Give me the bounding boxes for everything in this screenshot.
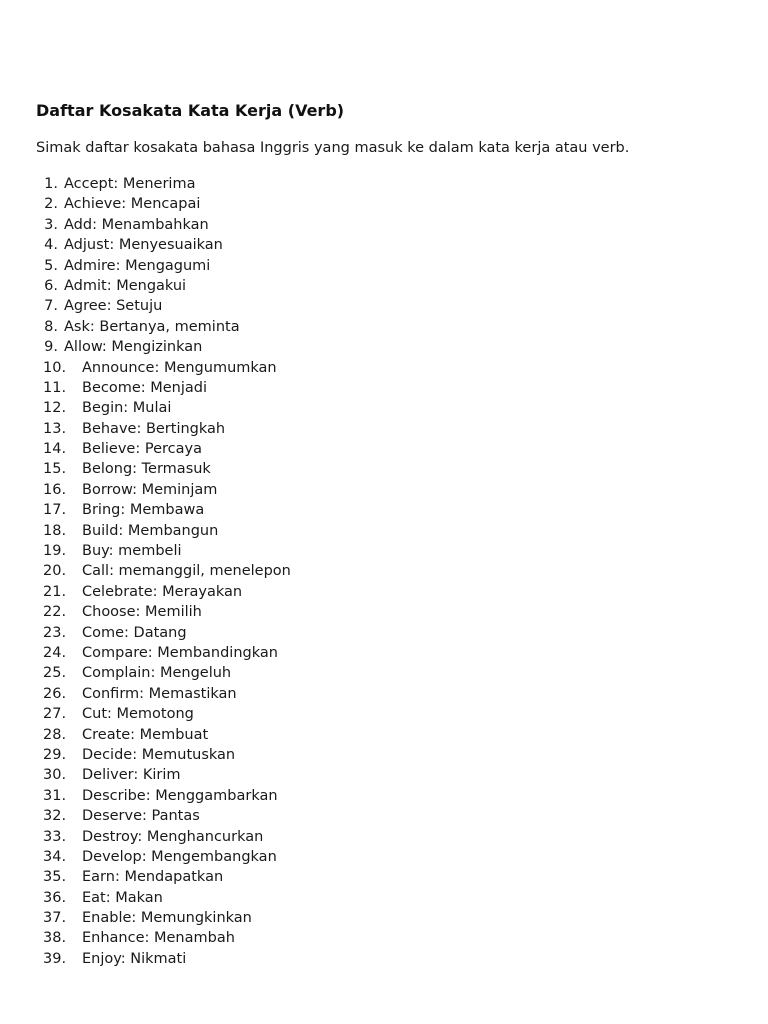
list-item-text: Become: Menjadi (82, 379, 208, 396)
list-item-number: 6. (44, 277, 58, 294)
list-item-text: Destroy: Menghancurkan (82, 828, 264, 845)
list-item-number: 23. (43, 624, 67, 641)
list-item (36, 745, 736, 765)
list-item-number: 3. (44, 216, 58, 233)
list-item-text: Believe: Percaya (82, 441, 202, 458)
list-item-text: Develop: Mengembangkan (82, 848, 277, 865)
list-item (36, 398, 736, 418)
list-item-number: 36. (43, 889, 67, 906)
list-item (36, 500, 736, 520)
list-item (36, 337, 736, 357)
list-item-number: 28. (43, 726, 67, 743)
list-item (36, 480, 736, 500)
list-item-number: 11. (43, 379, 67, 396)
list-item (36, 949, 736, 969)
list-item (36, 847, 736, 867)
list-item-number: 22. (43, 604, 67, 621)
list-item-text: Call: memanggil, menelepon (82, 563, 291, 580)
list-item-number: 25. (43, 665, 67, 682)
list-item-text: Ask: Bertanya, meminta (64, 318, 240, 335)
list-item-number: 33. (43, 828, 67, 845)
list-item-text: Admit: Mengakui (64, 277, 187, 294)
list-item-text: Decide: Memutuskan (82, 746, 236, 763)
list-item (36, 806, 736, 826)
list-item-number: 34. (43, 848, 67, 865)
list-item-number: 18. (43, 522, 67, 539)
list-item-text: Buy: membeli (82, 543, 182, 560)
list-item (36, 867, 736, 887)
document-page (36, 100, 736, 969)
list-item (36, 623, 736, 643)
list-item (36, 561, 736, 581)
document-title: Daftar Kosakata Kata Kerja (Verb) (36, 101, 345, 120)
list-item-text: Complain: Mengeluh (82, 665, 232, 682)
list-item (36, 194, 736, 214)
list-item-number: 15. (43, 461, 67, 478)
list-item (36, 317, 736, 337)
list-item-text: Adjust: Menyesuaikan (64, 237, 223, 254)
list-item-number: 32. (43, 808, 67, 825)
list-item (36, 684, 736, 704)
list-item (36, 765, 736, 785)
list-item-number: 8. (44, 318, 58, 335)
list-item (36, 643, 736, 663)
list-item (36, 215, 736, 235)
list-item-text: Eat: Makan (82, 889, 163, 906)
list-item (36, 602, 736, 622)
list-item-text: Deliver: Kirim (82, 767, 181, 784)
list-item-number: 14. (43, 441, 67, 458)
list-item-number: 38. (43, 930, 67, 947)
list-item-number: 17. (43, 502, 67, 519)
list-item-text: Build: Membangun (82, 522, 219, 539)
list-item (36, 459, 736, 479)
list-item (36, 928, 736, 948)
list-item-number: 1. (44, 176, 58, 192)
list-item-number: 7. (44, 298, 58, 315)
list-item-text: Describe: Menggambarkan (82, 787, 278, 804)
list-item (36, 663, 736, 683)
list-item-text: Achieve: Mencapai (64, 196, 201, 213)
list-item-text: Admire: Mengagumi (64, 257, 211, 274)
list-item (36, 378, 736, 398)
list-item-number: 21. (43, 583, 67, 600)
list-item-number: 12. (43, 400, 67, 417)
list-item-text: Celebrate: Merayakan (82, 583, 243, 600)
list-item (36, 419, 736, 439)
list-item-number: 30. (43, 767, 67, 784)
list-item (36, 256, 736, 276)
list-item (36, 235, 736, 255)
list-item-number: 37. (43, 910, 67, 927)
list-item-text: Belong: Termasuk (82, 461, 211, 478)
list-item-text: Borrow: Meminjam (82, 481, 218, 498)
list-item (36, 439, 736, 459)
list-item (36, 908, 736, 928)
list-item-text: Allow: Mengizinkan (64, 339, 203, 356)
list-item-text: Begin: Mulai (82, 400, 172, 417)
list-item-text: Compare: Membandingkan (82, 644, 278, 661)
list-item (36, 786, 736, 806)
list-item-number: 9. (44, 339, 58, 356)
list-item (36, 827, 736, 847)
list-item (36, 704, 736, 724)
list-item-text: Cut: Memotong (82, 706, 194, 723)
list-item-number: 26. (43, 685, 67, 702)
list-item-text: Add: Menambahkan (64, 216, 209, 233)
list-item (36, 174, 736, 194)
list-item-number: 13. (43, 420, 67, 437)
list-item (36, 888, 736, 908)
list-item-text: Earn: Mendapatkan (82, 869, 224, 886)
list-item-number: 19. (43, 543, 67, 560)
list-item-text: Enjoy: Nikmati (82, 950, 187, 967)
list-item-text: Come: Datang (82, 624, 187, 641)
list-item-number: 10. (43, 359, 67, 376)
vocabulary-list (36, 174, 736, 969)
list-item-number: 24. (43, 644, 67, 661)
list-item-number: 35. (43, 869, 67, 886)
list-item-text: Create: Membuat (82, 726, 209, 743)
list-item (36, 296, 736, 316)
list-item-number: 2. (44, 196, 58, 213)
list-item-text: Enable: Memungkinkan (82, 910, 252, 927)
list-item (36, 725, 736, 745)
list-item (36, 521, 736, 541)
list-item-number: 20. (43, 563, 67, 580)
list-item-text: Behave: Bertingkah (82, 420, 226, 437)
list-item (36, 582, 736, 602)
list-item-text: Agree: Setuju (64, 298, 163, 315)
list-item-number: 31. (43, 787, 67, 804)
intro-paragraph: Simak daftar kosakata bahasa Inggris yang masuk ke dalam kata kerja atau verb. (36, 140, 630, 156)
list-item-number: 39. (43, 950, 67, 967)
list-item-number: 4. (44, 237, 58, 254)
list-item-number: 16. (43, 481, 67, 498)
list-item (36, 541, 736, 561)
list-item-text: Enhance: Menambah (82, 930, 235, 947)
list-item-text: Bring: Membawa (82, 502, 205, 519)
list-item-text: Choose: Memilih (82, 604, 202, 621)
list-item-text: Announce: Mengumumkan (82, 359, 277, 376)
list-item-text: Deserve: Pantas (82, 808, 200, 825)
list-item-text: Accept: Menerima (64, 176, 196, 192)
list-item-number: 29. (43, 746, 67, 763)
list-item-number: 5. (44, 257, 58, 274)
list-item (36, 358, 736, 378)
list-item-number: 27. (43, 706, 67, 723)
list-item (36, 276, 736, 296)
list-item-text: Confirm: Memastikan (82, 685, 237, 702)
